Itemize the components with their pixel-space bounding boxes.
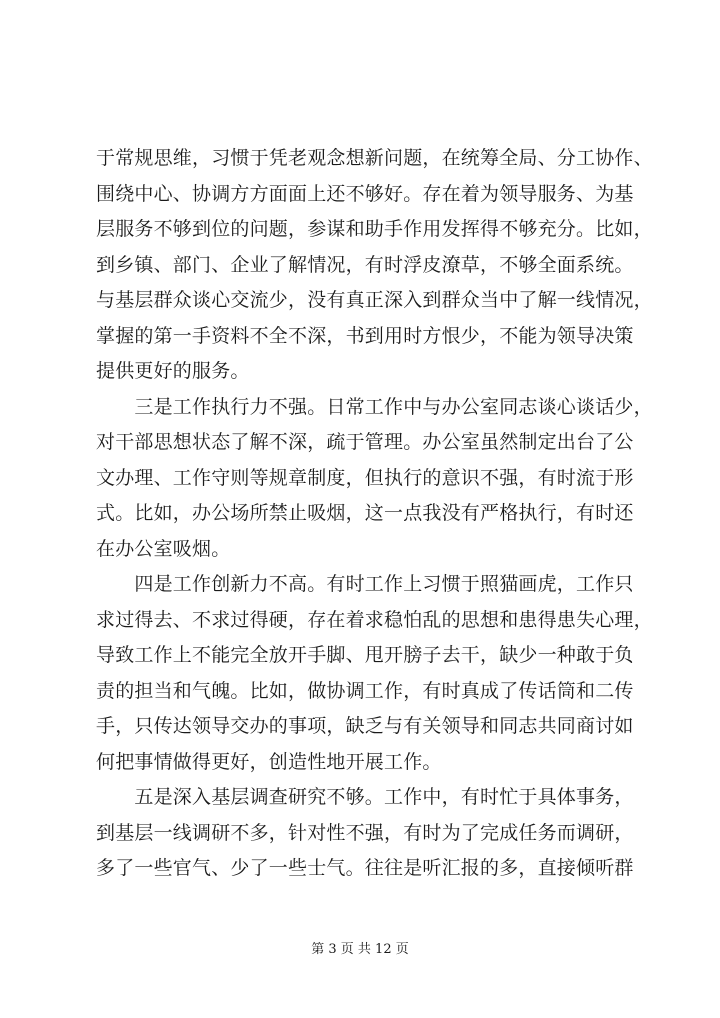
text-line: 到乡镇、部门、企业了解情况，有时浮皮潦草，不够全面系统。	[96, 253, 634, 276]
text-line: 掌握的第一手资料不全不深，书到用时方恨少，不能为领导决策	[96, 324, 634, 347]
text-line: 层服务不够到位的问题，参谋和助手作用发挥得不够充分。比如，	[96, 218, 653, 240]
text-line: 手，只传达领导交办的事项，缺乏与有关领导和同志共同商讨如	[96, 715, 634, 737]
text-line: 在办公室吸烟。	[96, 537, 231, 560]
text-line: 多了一些官气、少了一些士气。往往是听汇报的多，直接倾听群	[96, 857, 634, 879]
text-line: 提供更好的服务。	[96, 360, 250, 382]
text-line: 责的担当和气魄。比如，做协调工作，有时真成了传话筒和二传	[96, 679, 634, 702]
text-line: 到基层一线调研不多，针对性不强，有时为了完成任务而调研，	[96, 821, 634, 844]
text-line: 导致工作上不能完全放开手脚、甩开膀子去干，缺少一种敢于负	[96, 644, 634, 666]
text-line: 三是工作执行力不强。日常工作中与办公室同志谈心谈话少，	[96, 395, 653, 418]
body-text	[96, 141, 653, 887]
text-line: 围绕中心、协调方方面面上还不够好。存在着为领导服务、为基	[96, 182, 634, 205]
text-line: 求过得去、不求过得硬，存在着求稳怕乱的思想和患得患失心理，	[96, 608, 653, 631]
text-line: 与基层群众谈心交流少，没有真正深入到群众当中了解一线情况，	[96, 289, 653, 311]
text-line: 四是工作创新力不高。有时工作上习惯于照猫画虎，工作只	[96, 573, 634, 595]
text-line: 式。比如，办公场所禁止吸烟，这一点我没有严格执行，有时还	[96, 502, 634, 524]
text-line: 对干部思想状态了解不深，疏于管理。办公室虽然制定出台了公	[96, 431, 634, 453]
text-line: 何把事情做得更好，创造性地开展工作。	[96, 750, 442, 773]
text-line: 文办理、工作守则等规章制度，但执行的意识不强，有时流于形	[96, 466, 634, 489]
text-line: 于常规思维，习惯于凭老观念想新问题，在统筹全局、分工协作、	[96, 147, 653, 169]
text-line: 五是深入基层调查研究不够。工作中，有时忙于具体事务，	[96, 786, 634, 808]
page-number-footer: 第 3 页 共 12 页	[311, 942, 409, 957]
